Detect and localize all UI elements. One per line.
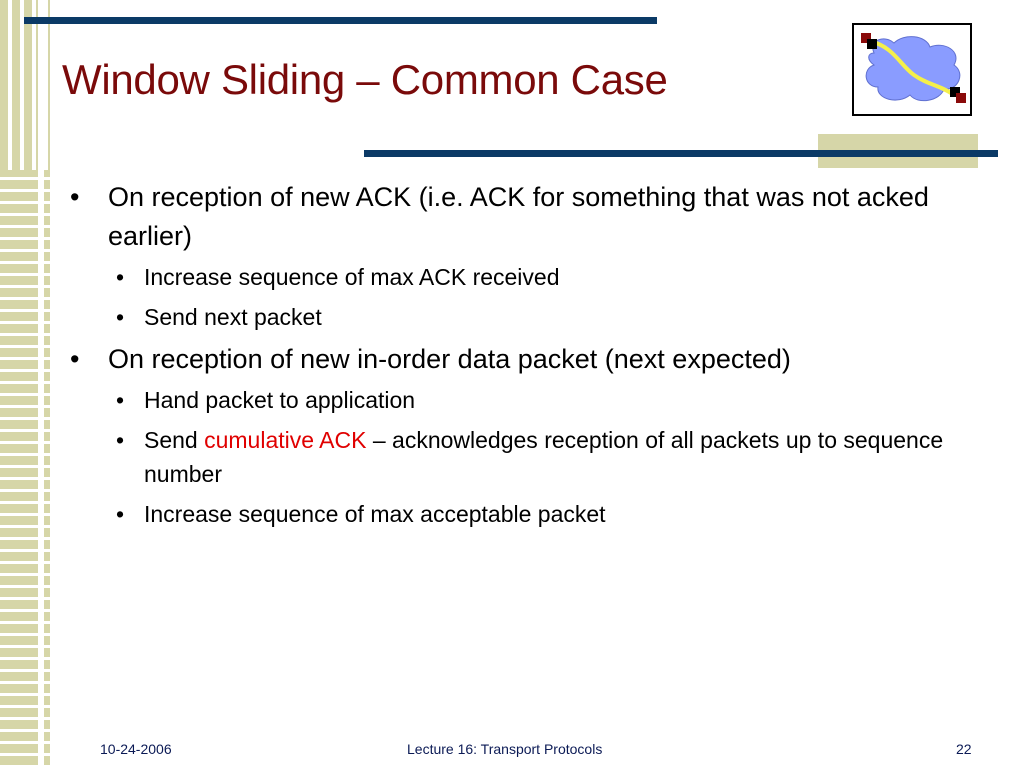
sub-bullet-text: Hand packet to application [144,387,416,413]
bullet-glyph: • [70,344,80,374]
bullet-glyph: • [116,501,125,527]
network-cloud-icon [854,25,970,114]
stripe-gap [38,0,44,768]
sub-bullet-text-pre: Send [144,427,205,453]
sub-bullet-item [116,383,1000,417]
bullet-item [70,178,1000,256]
logo [852,23,972,116]
sub-bullet-text-post: – acknowledges reception of all packets up to sequence number [144,427,944,487]
footer-lecture-title: Lecture 16: Transport Protocols [407,741,603,757]
sub-bullet-text: Increase sequence of max acceptable packet [144,501,606,527]
bullet-glyph: • [70,182,80,212]
sub-bullet-item [116,497,1000,531]
slide-title: Window Sliding – Common Case [62,56,668,103]
sub-bullet-item [116,423,1000,491]
bullet-text: On reception of new ACK (i.e. ACK for something that was not acked earlier) [108,182,929,251]
title-underline-bar [364,150,998,157]
bullet-glyph: • [116,304,125,330]
sub-bullet-item [116,260,1000,294]
footer-page-number: 22 [956,741,972,757]
highlighted-term: cumulative ACK [204,427,367,453]
bullet-glyph: • [116,264,125,290]
bullet-text: On reception of new in-order data packet (next expected) [108,344,791,374]
slide-body [70,178,1000,537]
bullet-glyph: • [116,427,125,453]
top-accent-bar [24,17,657,24]
left-stripe-decoration [0,0,50,768]
bullet-item [70,340,1000,379]
footer-date: 10-24-2006 [100,741,172,757]
bullet-glyph: • [116,387,125,413]
sub-bullet-text: Increase sequence of max ACK received [144,264,560,290]
sub-bullet-item [116,300,1000,334]
sub-bullet-text: Send next packet [144,304,322,330]
